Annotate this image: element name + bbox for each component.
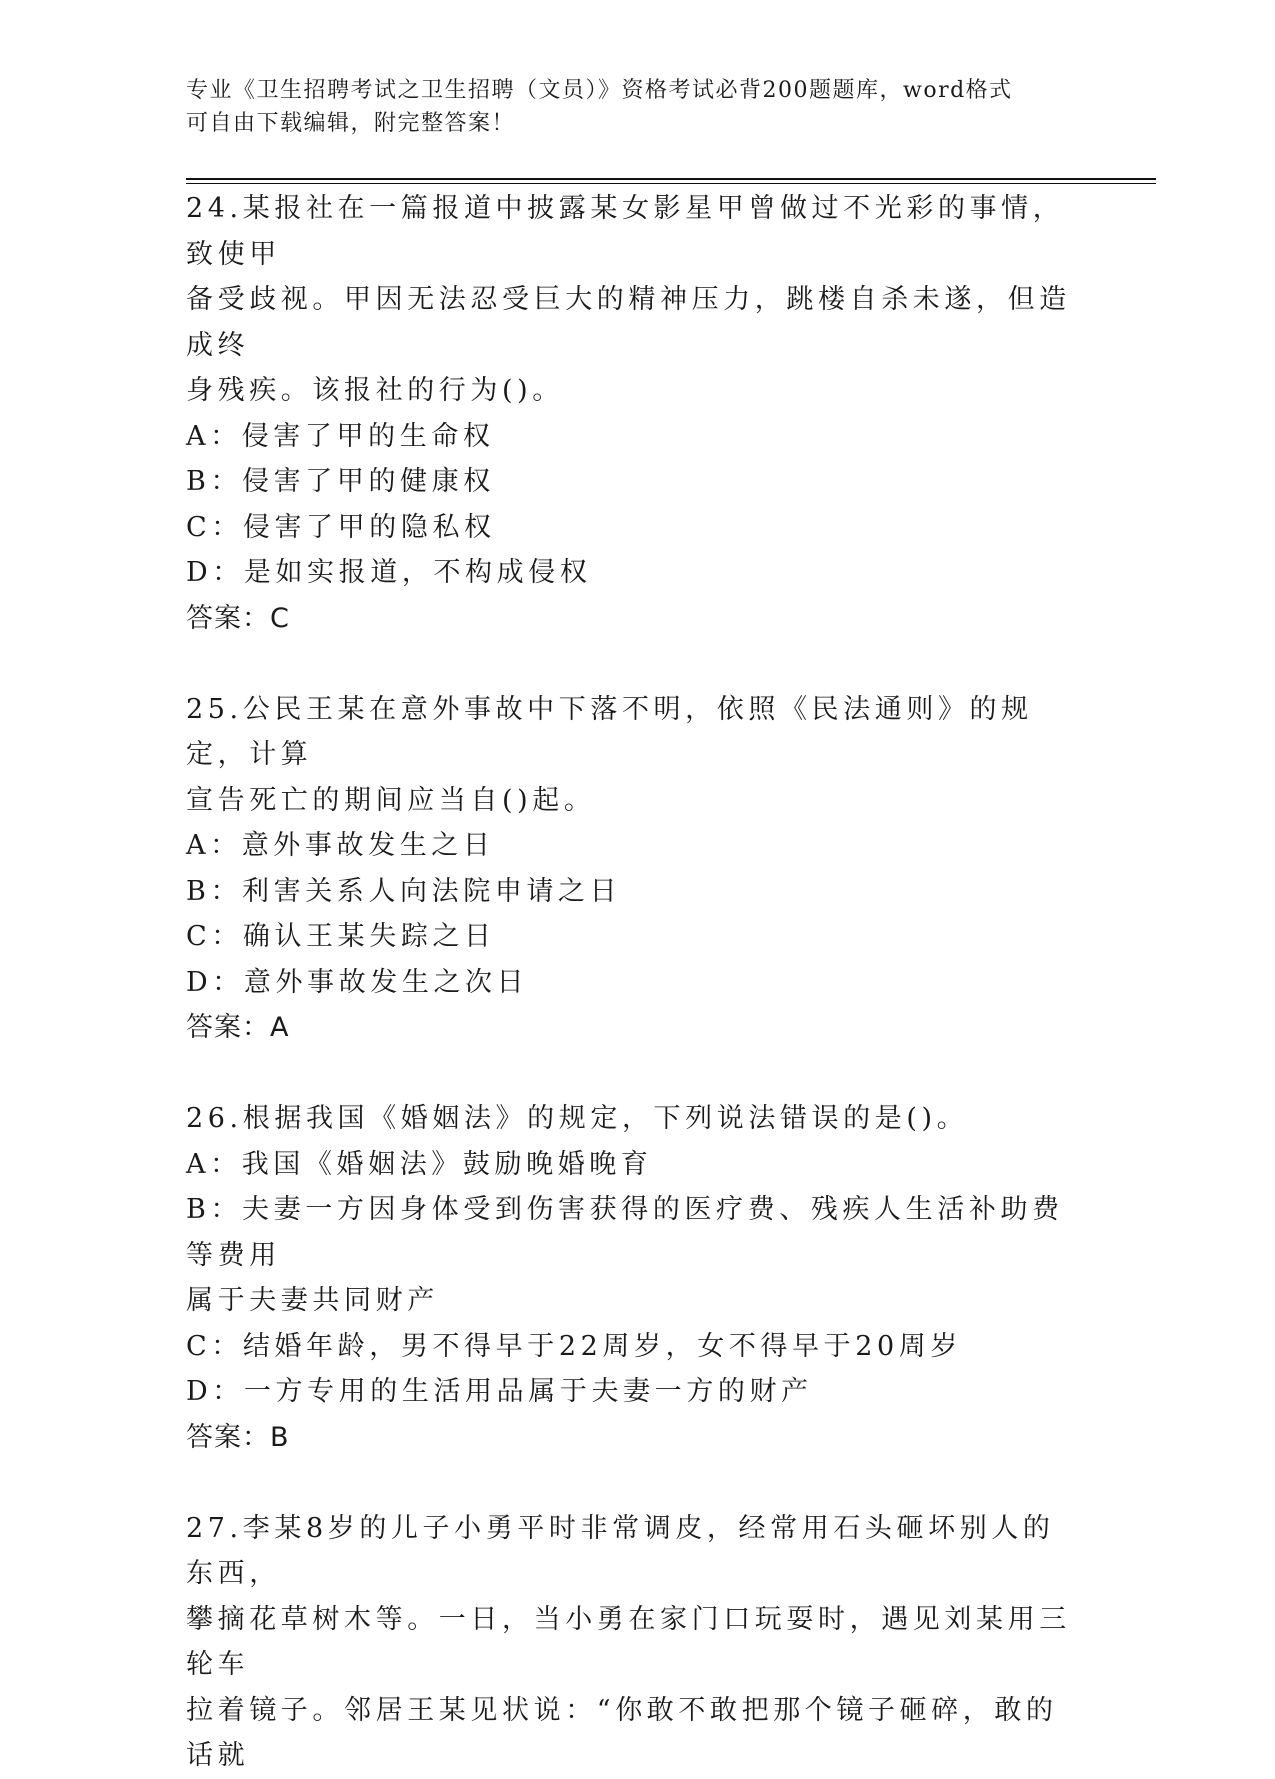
question-stem-line: 25.公民王某在意外事故中下落不明，依照《民法通则》的规定，计算 bbox=[186, 693, 1033, 770]
option-a: A：意外事故发生之日 bbox=[186, 830, 495, 861]
question-27 bbox=[186, 1506, 1086, 1779]
option-c: C：确认王某失踪之日 bbox=[186, 921, 496, 952]
option-c: C：结婚年龄，男不得早于22周岁，女不得早于20周岁 bbox=[186, 1330, 962, 1362]
question-stem-line: 27.李某8岁的儿子小勇平时非常调皮，经常用石头砸坏别人的东西， bbox=[186, 1512, 1055, 1589]
question-stem-line: 宣告死亡的期间应当自()起。 bbox=[186, 784, 596, 816]
question-stem-line: 攀摘花草树木等。一日，当小勇在家门口玩耍时，遇见刘某用三轮车 bbox=[186, 1603, 1071, 1680]
header-divider-thin bbox=[186, 183, 1156, 184]
question-stem-line: 24.某报社在一篇报道中披露某女影星甲曾做过不光彩的事情，致使甲 bbox=[186, 193, 1065, 270]
question-stem-line: 备受歧视。甲因无法忍受巨大的精神压力，跳楼自杀未遂，但造成终 bbox=[186, 284, 1071, 361]
question-stem-line: 身残疾。该报社的行为()。 bbox=[186, 375, 564, 406]
question-spacer bbox=[186, 641, 1086, 687]
question-stem-line: 26.根据我国《婚姻法》的规定，下列说法错误的是()。 bbox=[186, 1103, 969, 1134]
option-c: C：侵害了甲的隐私权 bbox=[186, 511, 496, 543]
question-spacer bbox=[186, 1051, 1086, 1097]
option-b: B：夫妻一方因身体受到伤害获得的医疗费、残疾人生活补助费等费用 bbox=[186, 1194, 1064, 1271]
option-a: A：我国《婚姻法》鼓励晚婚晚育 bbox=[186, 1148, 653, 1180]
question-stem-line: 拉着镜子。邻居王某见状说：“你敢不敢把那个镜子砸碎，敢的话就 bbox=[186, 1694, 1058, 1771]
option-b-continued: 属于夫妻共同财产 bbox=[186, 1285, 439, 1316]
option-b: B：利害关系人向法院申请之日 bbox=[186, 875, 622, 907]
header-divider-thick bbox=[186, 178, 1156, 180]
header-line-1: 专业《卫生招聘考试之卫生招聘（文员）》资格考试必背200题题库，word格式 bbox=[186, 78, 1013, 103]
option-a: A：侵害了甲的生命权 bbox=[186, 420, 495, 452]
question-spacer bbox=[186, 1460, 1086, 1506]
answer-label: 答案：C bbox=[186, 602, 290, 634]
answer-label: 答案：A bbox=[186, 1012, 290, 1043]
option-d: D：是如实报道，不构成侵权 bbox=[186, 557, 592, 588]
question-26 bbox=[186, 1096, 1086, 1506]
question-24 bbox=[186, 186, 1086, 687]
question-list bbox=[186, 186, 1086, 1779]
option-d: D：意外事故发生之次日 bbox=[186, 966, 529, 998]
answer-label: 答案：B bbox=[186, 1421, 290, 1453]
document-header bbox=[186, 74, 1066, 140]
option-d: D：一方专用的生活用品属于夫妻一方的财产 bbox=[186, 1376, 813, 1407]
option-b: B：侵害了甲的健康权 bbox=[186, 466, 495, 497]
question-25 bbox=[186, 687, 1086, 1097]
header-line-2: 可自由下载编辑，附完整答案！ bbox=[186, 111, 516, 136]
